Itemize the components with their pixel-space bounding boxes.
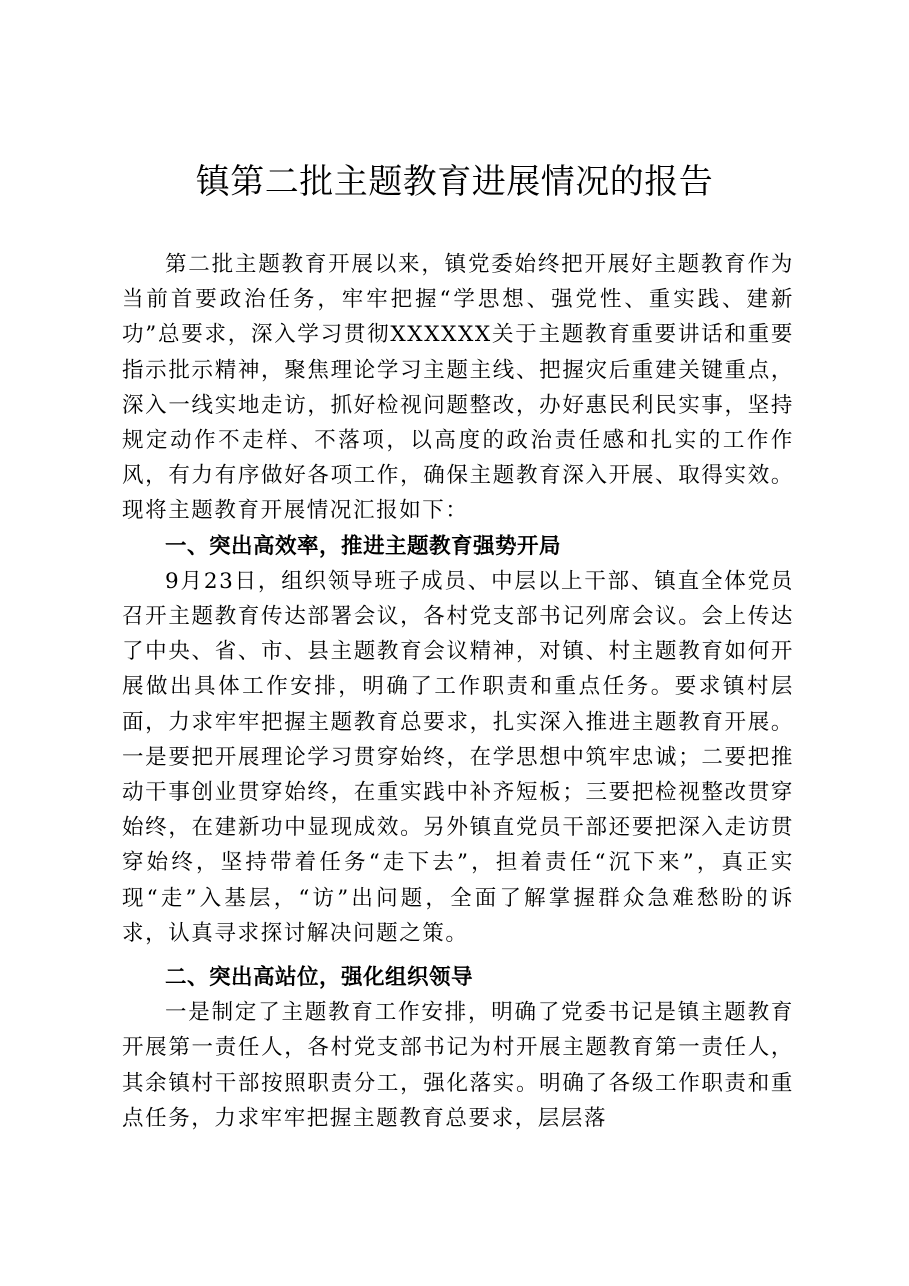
section-2-paragraph: 一是制定了主题教育工作安排，明确了党委书记是镇主题教育开展第一责任人，各村党支部书记为村开展主题教育第一责任人，其余镇村干部按照职责分工，强化落实。明确了各级工作职责和重点任务，力求牢牢把握主题教育总要求，层层落 — [122, 1000, 794, 1131]
document-body — [122, 247, 794, 1136]
document-title: 镇第二批主题教育进展情况的报告 — [195, 162, 714, 202]
intro-paragraph: 第二批主题教育开展以来，镇党委始终把开展好主题教育作为当前首要政治任务，牢牢把握“学思想、强党性、重实践、建新功”总要求，深入学习贯彻XXXXXX关于主题教育重要讲话和重要指示批示精神，聚焦理论学习主题主线、把握灾后重建关键重点，深入一线实地走访，抓好检视问题整改，办好惠民利民实事，坚持规定动作不走样、不落项，以高度的政治责任感和扎实的工作作风，有力有序做好各项工作，确保主题教育深入开展、取得实效。现将主题教育开展情况汇报如下： — [122, 252, 794, 524]
section-2-heading: 二、突出高站位，强化组织领导 — [165, 965, 474, 991]
section-1-paragraph: 9月23日，组织领导班子成员、中层以上干部、镇直全体党员召开主题教育传达部署会议，各村党支部书记列席会议。会上传达了中央、省、市、县主题教育会议精神，对镇、村主题教育如何开展做出具体工作安排，明确了工作职责和重点任务。要求镇村层面，力求牢牢把握主题教育总要求，扎实深入推进主题教育开展。一是要把开展理论学习贯穿始终，在学思想中筑牢忠诚；二要把推动干事创业贯穿始终，在重实践中补齐短板；三要把检视整改贯穿始终，在建新功中显现成效。另外镇直党员干部还要把深入走访贯穿始终，坚持带着任务“走下去”，担着责任“沉下来”，真正实现“走”入基层，“访”出问题，全面了解掌握群众急难愁盼的诉求，认真寻求探讨解决问题之策。 — [122, 568, 794, 946]
section-1-heading: 一、突出高效率，推进主题教育强势开局 — [165, 533, 562, 559]
